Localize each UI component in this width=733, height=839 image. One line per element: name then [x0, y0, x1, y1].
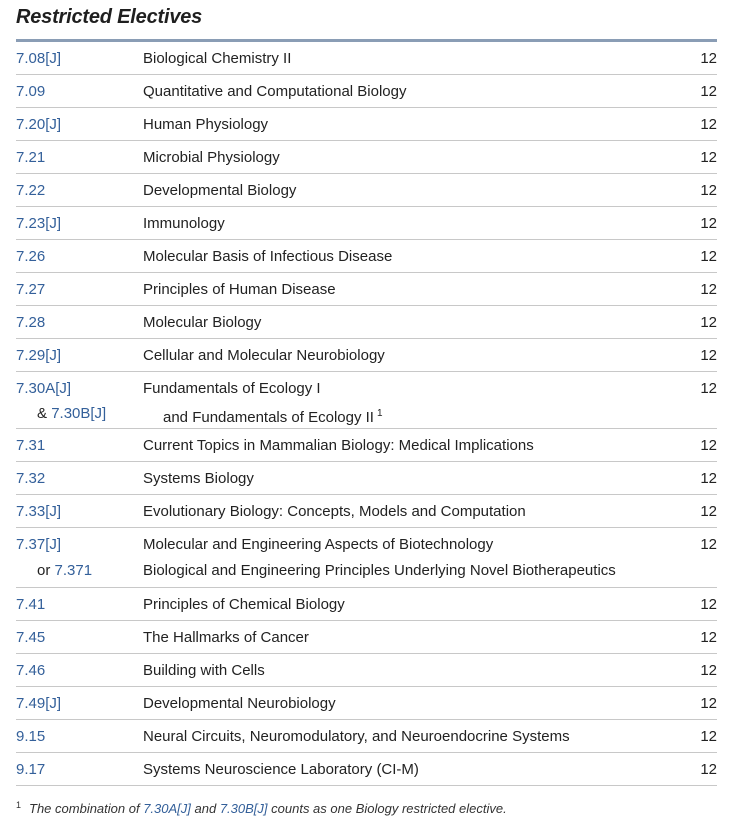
- footnote-text: and: [190, 801, 220, 816]
- course-title: Human Physiology: [143, 116, 269, 133]
- footnote-text: The combination of: [29, 801, 144, 816]
- footnote-course-link[interactable]: 7.30B[J]: [219, 801, 268, 816]
- course-units: 12: [700, 248, 717, 265]
- course-units: 12: [700, 83, 717, 100]
- table-row: [16, 141, 717, 174]
- table-row: [16, 372, 717, 429]
- table-row: [16, 528, 717, 588]
- course-title: Biological and Engineering Principles Underlying Novel Biotherapeutics: [143, 562, 616, 579]
- footnote: [16, 800, 507, 816]
- table-row: [16, 207, 717, 240]
- footnote-marker: 1: [16, 800, 22, 810]
- course-units: 12: [700, 629, 717, 646]
- course-units: 12: [700, 437, 717, 454]
- footnote-text: counts as one Biology restricted elective.: [267, 801, 507, 816]
- restricted-electives-section: [16, 0, 717, 786]
- course-title: Principles of Chemical Biology: [143, 596, 345, 613]
- course-code-link[interactable]: 7.29[J]: [16, 347, 62, 364]
- course-table: [16, 42, 717, 786]
- course-code-link[interactable]: 7.27: [16, 281, 46, 298]
- course-title: Quantitative and Computational Biology: [143, 83, 407, 100]
- course-code-link[interactable]: 7.41: [16, 596, 46, 613]
- course-units: 12: [700, 314, 717, 331]
- course-title: Systems Neuroscience Laboratory (CI-M): [143, 761, 419, 778]
- course-conjunction: or: [37, 562, 55, 579]
- table-row: [16, 429, 717, 462]
- table-row: [16, 174, 717, 207]
- course-code-link[interactable]: 7.09: [16, 83, 46, 100]
- alternate-course: [37, 405, 106, 423]
- table-row: [16, 687, 717, 720]
- course-code-link[interactable]: 7.28: [16, 314, 46, 331]
- table-row: [16, 273, 717, 306]
- course-conjunction: &: [37, 405, 52, 422]
- section-title: Restricted Electives: [16, 0, 717, 42]
- course-code-link[interactable]: 7.49[J]: [16, 695, 62, 712]
- course-title: Cellular and Molecular Neurobiology: [143, 347, 385, 364]
- course-units: 12: [700, 182, 717, 199]
- table-row: [16, 462, 717, 495]
- footnote-course-link[interactable]: 7.30A[J]: [143, 801, 191, 816]
- course-title: Molecular Basis of Infectious Disease: [143, 248, 393, 265]
- course-code-link[interactable]: 7.37[J]: [16, 536, 62, 553]
- course-code-link[interactable]: 7.31: [16, 437, 46, 454]
- course-units: 12: [700, 761, 717, 778]
- course-units: 12: [700, 503, 717, 520]
- table-row: [16, 108, 717, 141]
- course-code-link[interactable]: 7.30B[J]: [51, 405, 107, 422]
- course-code-link[interactable]: 7.26: [16, 248, 46, 265]
- course-units: 12: [700, 50, 717, 67]
- course-code-link[interactable]: 7.371: [54, 562, 93, 579]
- course-title: Developmental Biology: [143, 182, 297, 199]
- course-units: 12: [700, 728, 717, 745]
- table-row: [16, 495, 717, 528]
- footnote-marker[interactable]: 1: [376, 408, 383, 419]
- alternate-course: [37, 562, 92, 580]
- course-units: 12: [700, 662, 717, 679]
- course-units: 12: [700, 149, 717, 166]
- course-units: 12: [700, 281, 717, 298]
- course-code-link[interactable]: 9.15: [16, 728, 46, 745]
- course-units: 12: [700, 596, 717, 613]
- course-code-link[interactable]: 7.08[J]: [16, 50, 62, 67]
- course-code-link[interactable]: 7.45: [16, 629, 46, 646]
- course-title: Principles of Human Disease: [143, 281, 336, 298]
- course-title: Building with Cells: [143, 662, 265, 679]
- course-units: 12: [700, 380, 717, 397]
- course-title: Neural Circuits, Neuromodulatory, and Neuroendocrine Systems: [143, 728, 570, 745]
- table-row: [16, 240, 717, 273]
- course-title: Evolutionary Biology: Concepts, Models and Computation: [143, 503, 526, 520]
- course-units: 12: [700, 536, 717, 553]
- table-row: [16, 42, 717, 75]
- course-code-link[interactable]: 7.30A[J]: [16, 380, 72, 397]
- course-units: 12: [700, 215, 717, 232]
- alternate-course-title: [163, 405, 383, 427]
- table-row: [16, 339, 717, 372]
- course-title: Microbial Physiology: [143, 149, 280, 166]
- course-code-link[interactable]: 7.23[J]: [16, 215, 62, 232]
- course-title: Biological Chemistry II: [143, 50, 292, 67]
- course-title: Molecular Biology: [143, 314, 262, 331]
- course-title: The Hallmarks of Cancer: [143, 629, 309, 646]
- course-units: 12: [700, 347, 717, 364]
- course-title: Molecular and Engineering Aspects of Biotechnology: [143, 536, 494, 553]
- table-row: [16, 654, 717, 687]
- course-title: Developmental Neurobiology: [143, 695, 336, 712]
- course-units: 12: [700, 470, 717, 487]
- course-units: 12: [700, 116, 717, 133]
- course-units: 12: [700, 695, 717, 712]
- table-row: [16, 588, 717, 621]
- course-title: Systems Biology: [143, 470, 254, 487]
- table-row: [16, 621, 717, 654]
- course-code-link[interactable]: 7.21: [16, 149, 46, 166]
- table-row: [16, 75, 717, 108]
- course-title: and Fundamentals of Ecology II: [163, 409, 374, 426]
- course-title: Current Topics in Mammalian Biology: Medical Implications: [143, 437, 534, 454]
- course-code-link[interactable]: 7.22: [16, 182, 46, 199]
- course-code-link[interactable]: 7.33[J]: [16, 503, 62, 520]
- table-row: [16, 753, 717, 786]
- table-row: [16, 720, 717, 753]
- table-row: [16, 306, 717, 339]
- course-title: Immunology: [143, 215, 225, 232]
- course-code-link[interactable]: 9.17: [16, 761, 46, 778]
- course-code-link[interactable]: 7.32: [16, 470, 46, 487]
- course-title: Fundamentals of Ecology I: [143, 380, 321, 397]
- course-code-link[interactable]: 7.20[J]: [16, 116, 62, 133]
- course-code-link[interactable]: 7.46: [16, 662, 46, 679]
